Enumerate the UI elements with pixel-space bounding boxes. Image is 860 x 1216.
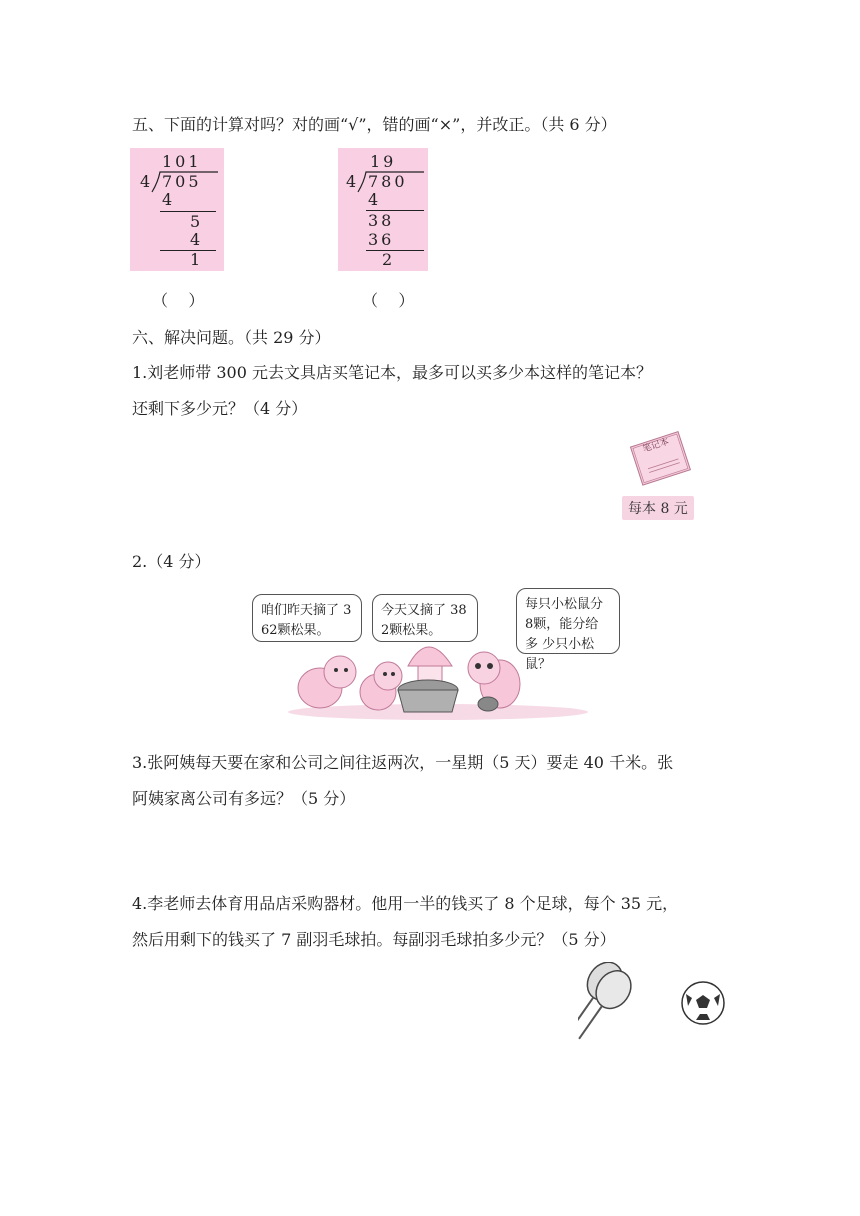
football-icon: [680, 980, 726, 1026]
quotient: 101: [162, 152, 202, 171]
question-4-line1: 4.李老师去体育用品店采购器材。他用一半的钱买了 8 个足球，每个 35 元，: [132, 894, 679, 913]
quotient: 19: [370, 152, 397, 171]
step-row: 4: [368, 190, 382, 209]
notebook-price-tag: 每本 8 元: [622, 496, 694, 520]
section5-title: 五、下面的计算对吗？对的画“√”，错的画“×”，并改正。（共 6 分）: [132, 115, 617, 134]
notebook-illustration: [622, 430, 704, 516]
step-row: 2: [382, 250, 396, 269]
section6-title: 六、解决问题。（共 29 分）: [132, 328, 331, 347]
question-3-line1: 3.张阿姨每天要在家和公司之间往返两次，一星期（5 天）要走 40 千米。张: [132, 753, 674, 772]
step-row: 4: [190, 230, 204, 249]
sports-equipment-illustration: [578, 962, 728, 1042]
divisor: 4: [346, 172, 360, 191]
step-row: 1: [190, 250, 204, 269]
question-2: 2.（4 分）: [132, 552, 211, 571]
question-3-line2: 阿姨家离公司有多远？（5 分）: [132, 789, 356, 808]
question-4-line2: 然后用剩下的钱买了 7 副羽毛球拍。每副羽毛球拍多少元？（5 分）: [132, 930, 616, 949]
divisor: 4: [140, 172, 154, 191]
notebook-cover-label: 笔记本: [641, 436, 671, 455]
squirrel-illustration: [248, 588, 624, 722]
speech-bubble-3: 每只小松鼠分 8颗，能分给多 少只小松鼠？: [516, 588, 620, 654]
step-row: 4: [162, 190, 176, 209]
dividend: 705: [162, 172, 202, 191]
long-division-a: [130, 148, 224, 271]
answer-paren-a[interactable]: （ ）: [152, 291, 205, 310]
question-1-line2: 还剩下多少元？（4 分）: [132, 399, 308, 418]
step-rule: [160, 250, 216, 251]
dividend: 780: [368, 172, 408, 191]
speech-bubble-2: 今天又摘了 382颗松果。: [372, 594, 478, 642]
speech-bubble-1: 咱们昨天摘了 362颗松果。: [252, 594, 362, 642]
step-row: 36: [368, 230, 395, 249]
step-row: 5: [190, 212, 204, 231]
step-row: 38: [368, 211, 395, 230]
long-division-b: [338, 148, 428, 271]
step-rule: [160, 211, 216, 212]
answer-paren-b[interactable]: （ ）: [362, 291, 415, 310]
question-1-line1: 1.刘老师带 300 元去文具店买笔记本，最多可以买多少本这样的笔记本？: [132, 363, 652, 382]
